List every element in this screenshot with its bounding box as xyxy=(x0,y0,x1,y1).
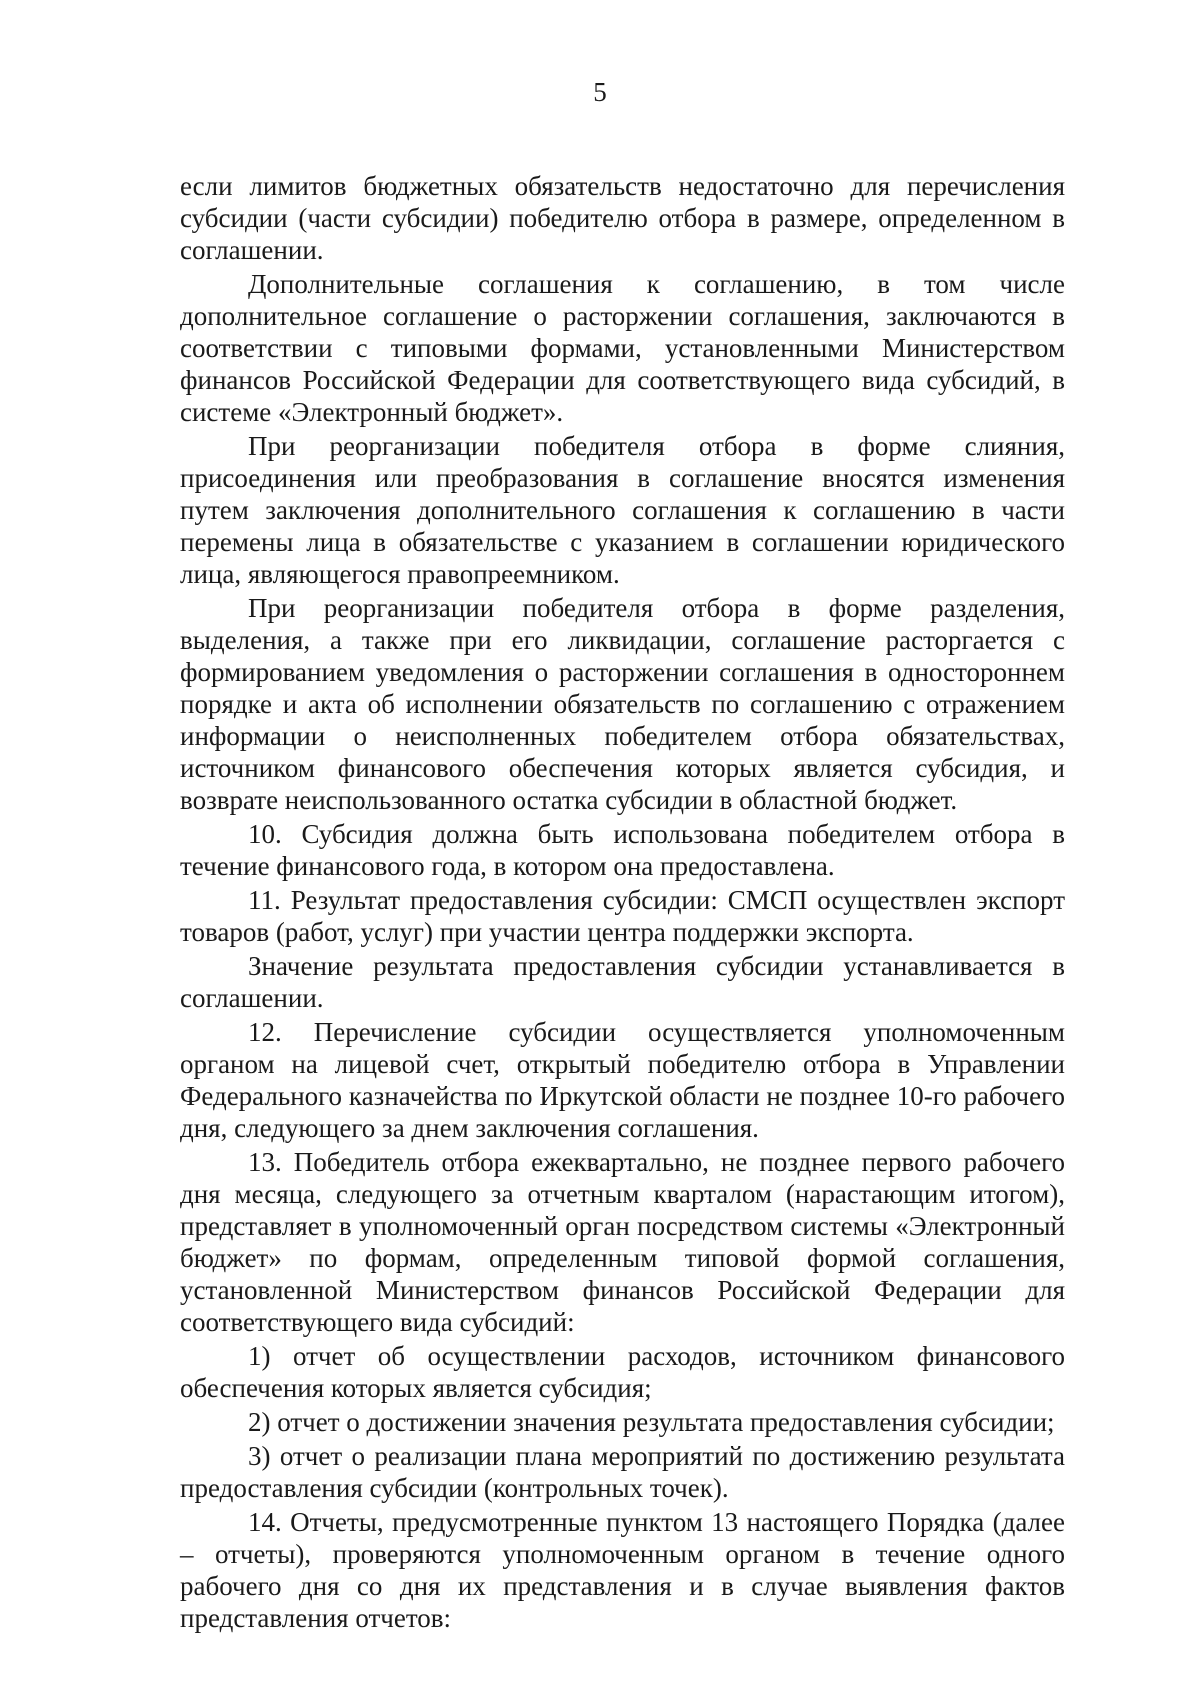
paragraph-6: 11. Результат предоставления субсидии: СМСП осуществлен экспорт товаров (работ, услуг) при участии центра поддержки экспорта. xyxy=(180,885,1065,947)
paragraph-9: 13. Победитель отбора ежеквартально, не позднее первого рабочего дня месяца, следующего за отчетным кварталом (нарастающим итогом), представляет в уполномоченный орган посредством системы «Электронный бюджет» по формам, определенным типовой формой соглашения, установленной Министерством финансов Российской Федерации для соответствующего вида субсидий: xyxy=(180,1147,1065,1337)
paragraph-3: При реорганизации победителя отбора в форме слияния, присоединения или преобразования в соглашение вносятся изменения путем заключения дополнительного соглашения к соглашению в части перемены лица в обязательстве с указанием в соглашении юридического лица, являющегося правопреемником. xyxy=(180,431,1065,589)
paragraph-7: Значение результата предоставления субсидии устанавливается в соглашении. xyxy=(180,951,1065,1013)
paragraph-5: 10. Субсидия должна быть использована победителем отбора в течение финансового года, в котором она предоставлена. xyxy=(180,819,1065,881)
paragraph-4: При реорганизации победителя отбора в форме разделения, выделения, а также при его ликвидации, соглашение расторгается с формированием уведомления о расторжении соглашения в одностороннем порядке и акта об исполнении обязательств по соглашению с отражением информации о неисполненных победителем отбора обязательствах, источником финансового обеспечения которых является субсидия, и возврате неиспользованного остатка субсидии в областной бюджет. xyxy=(180,593,1065,815)
paragraph-8: 12. Перечисление субсидии осуществляется уполномоченным органом на лицевой счет, открытый победителю отбора в Управлении Федерального казначейства по Иркутской области не позднее 10-го рабочего дня, следующего за днем заключения соглашения. xyxy=(180,1017,1065,1143)
list-item-2: 2) отчет о достижении значения результата предоставления субсидии; xyxy=(248,1407,1055,1437)
paragraph-10: 14. Отчеты, предусмотренные пунктом 13 настоящего Порядка (далее – отчеты), проверяются уполномоченным органом в течение одного рабочего дня со дня их представления и в случае выявления фактов представления отчетов: xyxy=(180,1507,1065,1633)
page-number: 5 xyxy=(593,77,607,107)
document-body xyxy=(180,170,1065,1634)
list-item-3: 3) отчет о реализации плана мероприятий по достижению результата предоставления субсидии (контрольных точек). xyxy=(180,1441,1065,1503)
list-item-1: 1) отчет об осуществлении расходов, источником финансового обеспечения которых является субсидия; xyxy=(180,1341,1065,1403)
paragraph-2: Дополнительные соглашения к соглашению, в том числе дополнительное соглашение о расторжении соглашения, заключаются в соответствии с типовыми формами, установленными Министерством финансов Российской Федерации для соответствующего вида субсидий, в системе «Электронный бюджет». xyxy=(180,269,1065,427)
paragraph-1: если лимитов бюджетных обязательств недостаточно для перечисления субсидии (части субсидии) победителю отбора в размере, определенном в соглашении. xyxy=(180,171,1065,265)
